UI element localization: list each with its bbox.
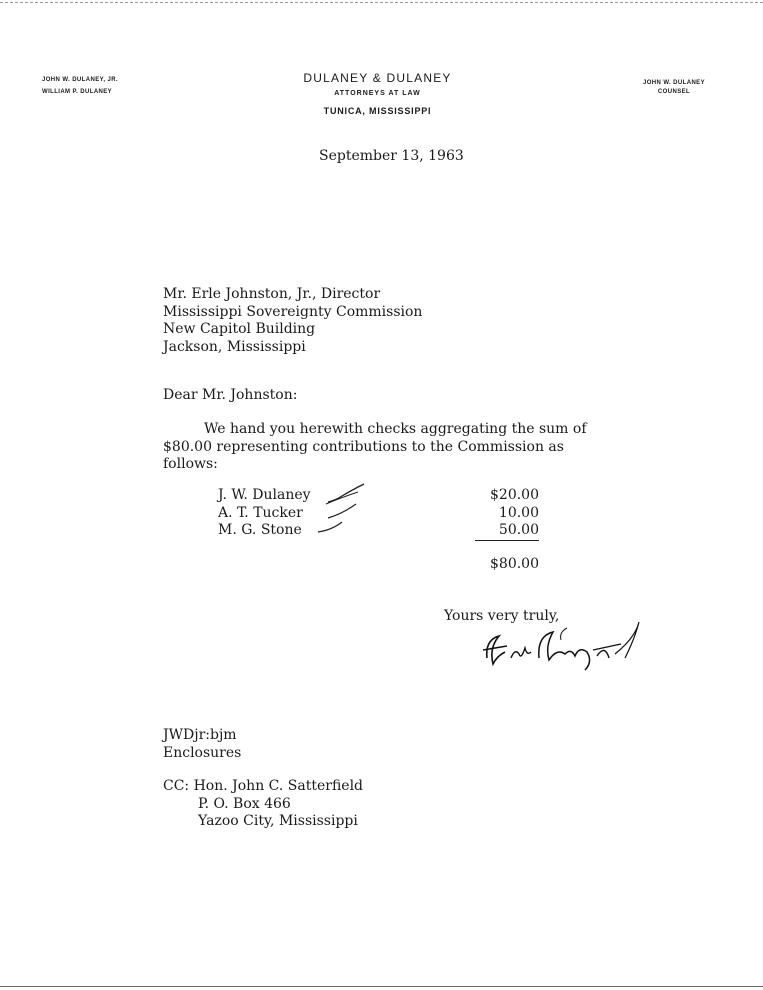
top-border xyxy=(0,2,763,3)
counsel-name: JOHN W. DULANEY xyxy=(642,80,705,86)
contribution-amounts xyxy=(475,487,539,541)
letter-date: September 13, 1963 xyxy=(319,148,464,164)
closing: Yours very truly, xyxy=(444,608,560,624)
body-paragraph xyxy=(163,421,587,474)
check-marks-icon xyxy=(312,482,372,544)
contribution-amount: $20.00 xyxy=(490,487,539,503)
cc-line: CC: Hon. John C. Satterfield xyxy=(163,778,364,794)
contribution-amount: 50.00 xyxy=(475,522,539,541)
address-line: Mississippi Sovereignty Commission xyxy=(163,303,423,320)
reference-initials xyxy=(163,727,241,762)
signature-icon xyxy=(475,618,645,674)
addressee-block xyxy=(163,286,422,356)
cc-line: Yazoo City, Mississippi xyxy=(198,813,358,829)
bottom-border xyxy=(0,986,763,987)
body-line: We hand you herewith checks aggregating the sum of xyxy=(204,421,587,437)
contribution-names xyxy=(218,487,311,540)
contribution-amount: 10.00 xyxy=(498,504,539,521)
letterhead-counsel xyxy=(612,79,736,97)
enclosures-line: Enclosures xyxy=(163,744,242,761)
contributor-name: A. T. Tucker xyxy=(218,504,303,521)
firm-name: DULANEY & DULANEY xyxy=(303,71,452,85)
partner-name: JOHN W. DULANEY, JR. xyxy=(42,77,119,83)
counsel-title: COUNSEL xyxy=(657,89,691,95)
cc-line: P. O. Box 466 xyxy=(198,795,291,812)
firm-city: TUNICA, MISSISSIPPI xyxy=(323,106,432,116)
firm-subtitle: ATTORNEYS AT LAW xyxy=(334,90,421,97)
initials-line: JWDjr:bjm xyxy=(163,727,237,743)
salutation: Dear Mr. Johnston: xyxy=(163,387,298,403)
contributor-name: M. G. Stone xyxy=(218,522,302,538)
address-line: Mr. Erle Johnston, Jr., Director xyxy=(163,286,381,302)
letterhead-partners xyxy=(42,74,118,98)
letterhead-firm xyxy=(260,70,495,120)
body-line: follows: xyxy=(163,456,218,472)
address-line: New Capitol Building xyxy=(163,321,316,337)
address-line: Jackson, Mississippi xyxy=(163,338,306,355)
partner-name: WILLIAM P. DULANEY xyxy=(42,89,113,95)
contributor-name: J. W. Dulaney xyxy=(218,487,311,503)
body-line: $80.00 representing contributions to the Commission as xyxy=(163,438,564,455)
total-amount: $80.00 xyxy=(490,556,539,572)
cc-block xyxy=(163,778,363,831)
